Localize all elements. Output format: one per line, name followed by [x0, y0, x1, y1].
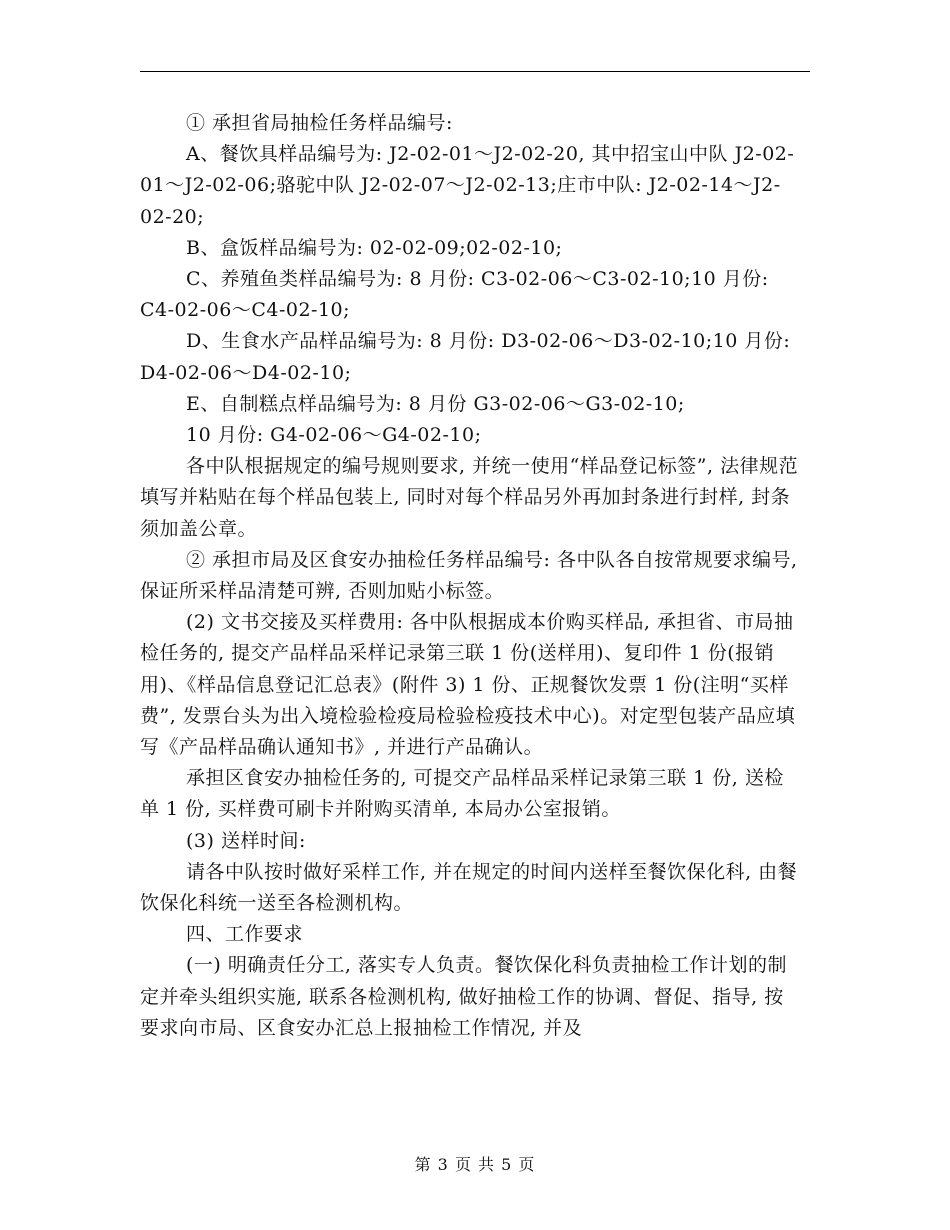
header-rule — [140, 71, 810, 72]
paragraph: B、盒饭样品编号为: 02-02-09;02-02-10; — [186, 236, 563, 259]
paragraph: (一) 明确责任分工, 落实专人负责。餐饮保化科负责抽检工作计划的制定并牵头组织实施, 联系各检测机构, 做好抽检工作的协调、督促、指导, 按要求向市局、区食安办汇总上报抽检工作情况, 并及 — [140, 954, 787, 1039]
paragraph: 四、工作要求 — [186, 923, 304, 946]
paragraph: 10 月份: G4-02-06～G4-02-10; — [186, 424, 482, 447]
paragraph: 请各中队按时做好采样工作, 并在规定的时间内送样至餐饮保化科, 由餐饮保化科统一送至各检测机构。 — [140, 860, 798, 915]
paragraph: D、生食水产品样品编号为: 8 月份: D3-02-06～D3-02-10;10 月份: D4-02-06～D4-02-10; — [140, 330, 791, 384]
paragraph: 各中队根据规定的编号规则要求, 并统一使用“样品登记标签”, 法律规范填写并粘贴在每个样品包装上, 同时对每个样品另外再加封条进行封样, 封条须加盖公章。 — [140, 455, 799, 540]
paragraph: A、餐饮具样品编号为: J2-02-01～J2-02-20, 其中招宝山中队 J2-02-01～J2-02-06;骆驼中队 J2-02-07～J2-02-13;庄市中队: J2-02-14～J2-02-20; — [140, 143, 795, 228]
paragraph: ② 承担市局及区食安办抽检任务样品编号: 各中队各自按常规要求编号, 保证所采样品清楚可辨, 否则加贴小标签。 — [140, 548, 798, 603]
document-body — [140, 108, 800, 1044]
page-footer: 第 3 页 共 5 页 — [414, 1155, 536, 1174]
paragraph: (2) 文书交接及买样费用: 各中队根据成本价购买样品, 承担省、市局抽检任务的, 提交产品样品采样记录第三联 1 份(送样用)、复印件 1 份(报销用)、《样品信息登记汇总表》(附件 3) 1 份、正规餐饮发票 1 份(注明“买样费”, 发票台头为出入境检验检疫局检验检疫技术中心)。对定型包装产品应填写《产品样品确认通知书》, 并进行产品确认。 — [140, 611, 796, 759]
paragraph: C、养殖鱼类样品编号为: 8 月份: C3-02-06～C3-02-10;10 月份: C4-02-06～C4-02-10; — [140, 268, 769, 322]
paragraph: 承担区食安办抽检任务的, 可提交产品样品采样记录第三联 1 份, 送检单 1 份, 买样费可刷卡并附购买清单, 本局办公室报销。 — [140, 767, 784, 821]
paragraph: E、自制糕点样品编号为: 8 月份 G3-02-06～G3-02-10; — [186, 392, 685, 415]
paragraph: (3) 送样时间: — [186, 829, 306, 852]
paragraph: ① 承担省局抽检任务样品编号: — [186, 112, 453, 134]
